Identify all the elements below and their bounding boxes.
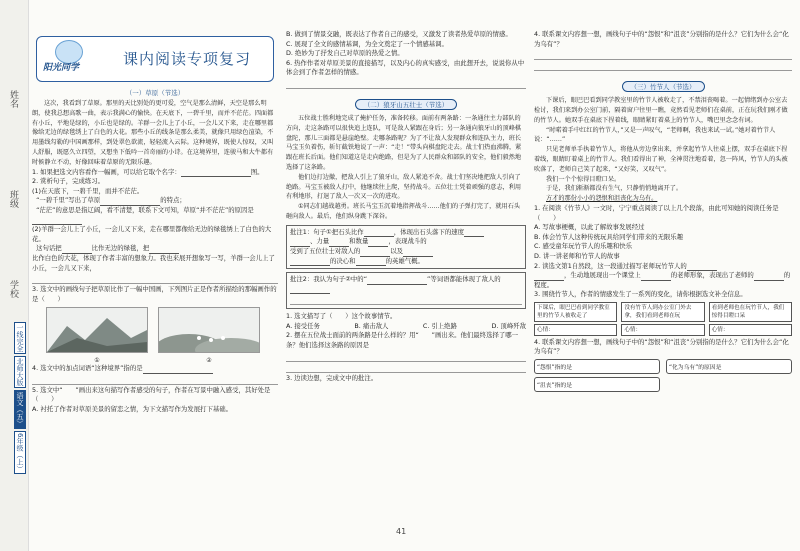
name-label: 姓名 bbox=[8, 90, 18, 108]
logo bbox=[41, 40, 101, 74]
passage: 五位战士胜利地完成了掩护任务，准备转移。面前有两条路：一条通往主力部队的方向，走这条路可以很快追上连队，可是敌人紧跟在身后；另一条通向狼牙山的顶峰棋盘陀，那儿三面都是悬崖绝壁。走哪条路呢？为了不让敌人发现群众和连队主力，班长马宝玉负着伤，斩钉截铁地说了一声：“走！”带头向棋盘陀走去。战士们热血沸腾，紧跟在班长后面。他们知道这是走向绝路，但是为了人民群众和部队的安全，他们毅然地选择了这条路。 bbox=[286, 114, 522, 171]
passage: 于是，我们渐渐都没有生气，只静悄悄地离开了。 bbox=[546, 185, 683, 193]
resentment-box[interactable]: “怨恨”指的是 bbox=[534, 359, 660, 374]
question: 比作白色的大花，体现了作者丰富的想象力。我也来展开想象写一写，羊群一会儿上了小丘，一会儿又下来， bbox=[32, 253, 275, 272]
question: 3. 围绕竹节人，作者的情感发生了一系列的变化，请你根据选文补全信息。 bbox=[534, 290, 747, 299]
picture-options bbox=[46, 307, 278, 364]
underlined-sentence: 方才的那份小小的怨恨和沮丧化为乌有。 bbox=[546, 195, 658, 203]
binding-margin bbox=[0, 0, 29, 551]
picture-label: ① bbox=[94, 357, 100, 365]
feeling-field[interactable]: 心情： bbox=[534, 324, 617, 336]
question: 4. 联系课文内容想一想，画线句子中的“怨恨”和“沮丧”分别指的是什么？它们为什么会“化为乌有”？ bbox=[534, 30, 789, 48]
option: D. 绝妙为了抒发自己对草原的热爱之情。 bbox=[286, 49, 404, 58]
answer-line[interactable] bbox=[286, 363, 526, 373]
column-middle bbox=[286, 0, 526, 551]
emotion-flow bbox=[534, 302, 792, 322]
column-right: 4. 联系课文内容想一想，画线句子中的“怨恨”和“沮丧”分别指的是什么？它们为什么会“化为乌有”？ （三）竹节人（节选） 下课后，眼巴巴看到同学教室里的竹节人被收走了，不禁泪丧喝着。一起情绪到办公室去检讨，我们来到办公室门前，隔着窗户往里一瞧，竟然看见老师们在桌前，正在玩我们刚才做的竹节人。她双手在桌底下捏着线，眼睛紧盯着桌上的竹节人，嘴巴里念念有词。 “时喏着手中红红的竹节人，”又是一声叹气，“老师啊，我也来试一试。”她对着竹节人说：“……” 只见老师单手执着竹节人，将他从旁边拿出来，并拿起竹节人往桌上摆，双手在桌底下捏着线，眼睛盯着桌上的竹节人。我们看得出了神，全神贯注地看着，忽一阵风，竹节人的头被吹落了，老师自己笑了起来，“又好笑，又叹气”。 我们一个个惊得目瞪口呆。 于是，我们渐渐都没有生气，只静悄悄地离开了。 方才的那份小小的怨恨和沮丧化为乌有。 1. 在阅读《竹节人》一文时，宁宁重点阅读了以上几个段落，由此可知她的阅读任务是（ ） A. 写故事梗概，以此了解故事发展经过 B. 体会竹节人这种传统玩具给同学们带来的无限乐趣 C. 感受童年玩竹节人的乐趣和快乐 D. 讲一讲老师和竹节人的故事 2. 读选文第1自然段，这一段通过描写老师玩竹节人的 ，生动地展现出一个课堂上 的老师形象，表现出了老师的 的程度。 3. 围绕竹节人，作者的情感发生了一系列的变化，请你根据选文补全信息。 下课后，眼巴巴看到同学教室里的竹节人被收走了 没有竹节人到办公室门外去拿，我们看到老师在玩 看到老师也在玩竹节人，我们惊得目瞪口呆 心情： 心情： 心情： 4. 联系课文内容想一想，画线句子中的“怨恨”和“沮丧”分别指的是什么？它们为什么会“化为乌有”？ “怨恨”指的是 “化为乌有”的原因是 “沮丧”指的是 bbox=[534, 0, 792, 551]
school-label: 学校 bbox=[8, 280, 18, 298]
question: 1. 如果把选文内容看作一幅画，可以给它取个名字： 图。 bbox=[32, 167, 264, 176]
feeling-field[interactable]: 心情： bbox=[621, 324, 704, 336]
question: 3. 边读边想，完成文中的批注。 bbox=[286, 373, 378, 382]
answer-line[interactable] bbox=[534, 61, 792, 71]
question: 2. 读选文第1自然段，这一段通过描写老师玩竹节人的 bbox=[534, 262, 792, 272]
passage: 下课后，眼巴巴看到同学教室里的竹节人被收走了，不禁泪丧喝着。一起情绪到办公室去检讨，我们来到办公室门前，隔着窗户往里一瞧，竟然看见老师们在桌前，正在玩我们刚才做的竹节人。她双手在桌底下捏着线，眼睛紧盯着桌上的竹节人，嘴巴里念念有词。 bbox=[534, 97, 788, 124]
question: “一碧千里”写出了草原 的特点； bbox=[36, 196, 186, 205]
option[interactable]: C. 引上绝路 bbox=[422, 321, 457, 330]
question: 5. 选文中“ ”画出来这句描写作者感受的句子，作者在写景中融入感受，其好处是（ ） bbox=[32, 385, 271, 404]
question: 1. 选文描写了（ ）这个故事情节。 bbox=[286, 312, 397, 321]
passage: ①同志们越战越勇。班长马宝玉沉着地指挥战斗……他们的子弹打完了，就用石头砸向敌人。最后，他们纵身跳下深谷。 bbox=[286, 203, 521, 220]
landscape-picture-2[interactable] bbox=[158, 307, 260, 353]
passage: 他们边打边撤，把敌人引上了狼牙山，敌人紧追不舍。战士们坚决地把敌人引向了绝路。马宝玉被敌人打中，他继续往上爬，坚持战斗。五位壮士凭着顽强的意志，利用有利地形，打退了敌人一次又一次的进攻。 bbox=[286, 173, 522, 201]
question: 1. 在阅读《竹节人》一文时，宁宁重点阅读了以上几个段落，由此可知她的阅读任务是（ ） bbox=[534, 203, 779, 222]
answer-boxes bbox=[534, 377, 792, 392]
option[interactable]: A. 写故事梗概，以此了解故事发展经过 bbox=[534, 223, 645, 232]
passage: 这次，我看到了草原。那里的天比别处的更可爱，空气是那么清鲜，天空是那么明朗，使我总想高歌一曲，表示我满心的愉快。在天底下，一碧千里，而并不茫茫。四面都有小丘，平地是绿的，小丘也是绿的。羊群一会儿上了小丘，一会儿又下来，走在哪里都像给无边的绿毯绣上了白色的大花。那些小丘的线条是那么柔美，就像只用绿色渲染，不用墨线勾勒的中国画那样，到处翠色欲流，轻轻流入云际。这种境界，既使人惊叹，又叫人舒服，既愿久立四望，又想坐下低吟一首奇丽的小诗。在这境界里，连骏马和大牛都有时候静立不动，好像回味着草原的无限乐趣。 bbox=[32, 100, 274, 166]
annotation-box-2: 批注2：我认为句子②中的“ ”等词语都能体现了敌人的 bbox=[286, 272, 526, 309]
question: 6. 热作作者对草原美景的直接描写，以及内心的真实感受，由此想开去，说说你从中体会到了作者怎样的情感。 bbox=[286, 58, 525, 77]
option: A. 衬托了作者对草原美景的留恋之情，为下文描写作为发展打下基础。 bbox=[32, 405, 233, 414]
option: C. 展现了全文的感情基调，为全文奠定了一个情感基调。 bbox=[286, 39, 448, 48]
answer-boxes bbox=[534, 359, 792, 374]
option[interactable]: B. 体会竹节人这种传统玩具给同学们带来的无限乐趣 bbox=[534, 232, 684, 241]
tab-label: 语文（五） bbox=[16, 392, 24, 427]
section-title: （一）草原（节选） bbox=[125, 89, 185, 97]
column-left bbox=[32, 0, 278, 551]
feeling-field[interactable]: 心情： bbox=[709, 324, 792, 336]
page-number: 41 bbox=[396, 527, 407, 536]
passage: 我们一个个惊得目瞪口呆。 bbox=[546, 175, 621, 183]
question: (2)羊群一会儿上了小丘，一会儿又下来，走在哪里都像给无边的绿毯绣上了白色的大花。 bbox=[32, 225, 272, 243]
tab-label: 一线完全 bbox=[16, 324, 24, 352]
passage: 只见老师单手执着竹节人，将他从旁边拿出来，并拿起竹节人往桌上摆，双手在桌底下捏着线，眼睛盯着桌上的竹节人。我们看得出了神，全神贯注地看着，忽一阵风，竹节人的头被吹落了，老师自己笑了起来，“又好笑，又叹气”。 bbox=[534, 146, 788, 173]
option[interactable]: A. 接受任务 bbox=[286, 321, 320, 330]
answer-line[interactable] bbox=[32, 274, 278, 284]
question: 4. 联系课文内容想一想，画线句子中的“怨恨”和“沮丧”分别指的是什么？它们为什么会“化为乌有”？ bbox=[534, 337, 789, 356]
question: 3. 选文中的画线句子把草原比作了一幅中国画，下列图片正是作者所描绘的那幅画作的是（ ） bbox=[32, 285, 277, 303]
reason-box[interactable]: “化为乌有”的原因是 bbox=[666, 359, 792, 374]
frustration-box[interactable]: “沮丧”指的是 bbox=[534, 377, 660, 392]
option[interactable]: B. 痛击敌人 bbox=[354, 321, 389, 330]
option[interactable]: D. 顶峰歼敌 bbox=[491, 321, 526, 330]
hills-icon bbox=[159, 308, 259, 352]
annotation-box-1: 批注1：句子①把石头比作 ，体现出石头落下的速度 、力量 和数量 ，表现战斗的 受到了五位壮士对敌人的 以及 的决心和 的英雄气概。 bbox=[286, 225, 526, 269]
question: 4. 选文中的加点词语“这种境界”指的是 bbox=[32, 364, 278, 374]
page-title: 课内阅读专项复习 bbox=[123, 50, 252, 68]
question: 2. 赏析句子，完成练习。 bbox=[32, 177, 105, 186]
tab-label: 6年级（上） bbox=[16, 433, 24, 473]
question: 这句话把 比作无边的绿毯，把 bbox=[32, 244, 278, 254]
passage: “时喏着手中红红的竹节人，”又是一声叹气，“老师啊，我也来试一试。”她对着竹节人说：“……” bbox=[534, 126, 776, 144]
tab-label: 北师大版 bbox=[16, 358, 24, 386]
option[interactable]: D. 讲一讲老师和竹节人的故事 bbox=[534, 251, 620, 260]
answer-line[interactable] bbox=[290, 295, 522, 305]
flow-box: 看到老师也在玩竹节人，我们惊得目瞪口呆 bbox=[709, 302, 792, 322]
landscape-picture-1[interactable] bbox=[46, 307, 148, 353]
page-header bbox=[36, 36, 274, 82]
answer-line[interactable] bbox=[534, 50, 792, 60]
option: B. 做到了情景交融，既表达了作者自己的感受，又激发了读者热爱草原的情感。 bbox=[286, 30, 512, 38]
answer-line[interactable] bbox=[286, 79, 526, 89]
feeling-row bbox=[534, 324, 792, 336]
question: “茫茫”的意思是指辽阔，看不清楚，联系下文可知，草原“并不茫茫”的原因是 bbox=[32, 206, 278, 225]
class-label: 班级 bbox=[8, 190, 18, 208]
flow-box: 下课后，眼巴巴看到同学教室里的竹节人被收走了 bbox=[534, 302, 617, 322]
flow-box: 没有竹节人到办公室门外去拿，我们看到老师在玩 bbox=[621, 302, 704, 322]
answer-line[interactable] bbox=[286, 352, 526, 362]
logo-text: 阳光同学 bbox=[43, 63, 80, 73]
question: (1)在天底下，一碧千里，而并不茫茫。 bbox=[32, 186, 144, 195]
book-tabs bbox=[14, 322, 30, 522]
picture-label: ② bbox=[206, 357, 212, 365]
section-title: （二）狼牙山五壮士（节选） bbox=[355, 99, 458, 110]
question: 2. 摆在五位战士面前的两条路是什么样的？用“ ”画出来。他们最终选择了哪一条？他们选择这条路的原因是 bbox=[286, 331, 519, 350]
answer-line[interactable] bbox=[32, 375, 278, 385]
section-title: （三）竹节人（节选） bbox=[622, 81, 705, 92]
mountain-icon bbox=[47, 308, 147, 352]
option[interactable]: C. 感受童年玩竹节人的乐趣和快乐 bbox=[534, 242, 632, 251]
